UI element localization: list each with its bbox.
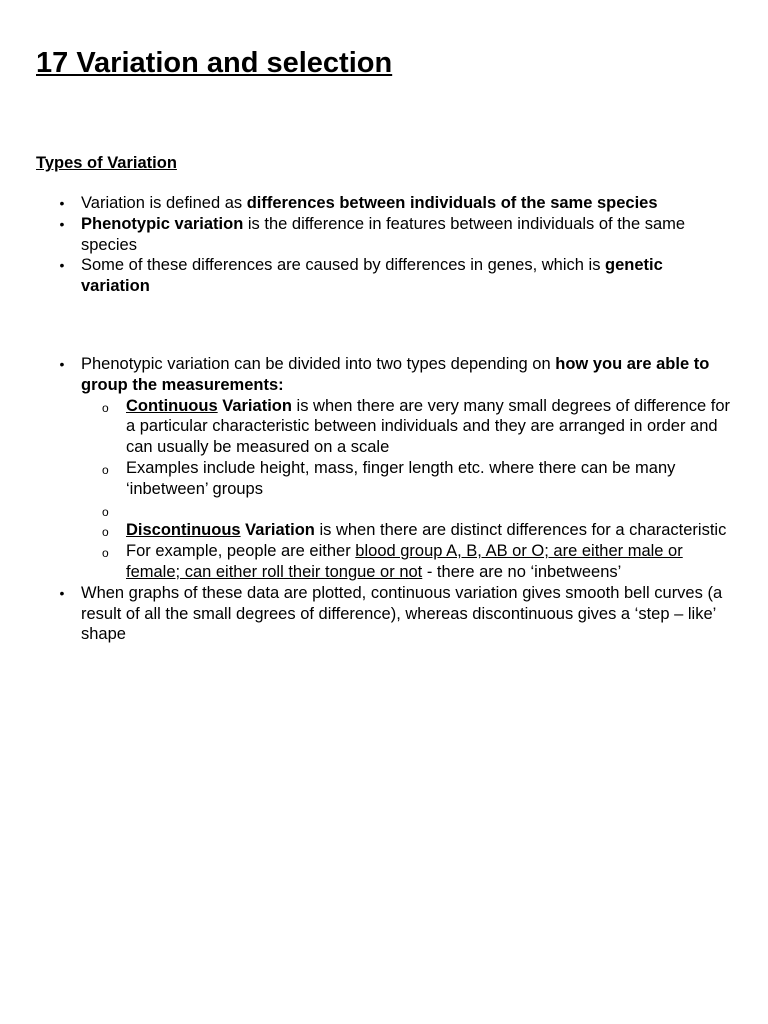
sub-bullet-icon: o [102,504,109,519]
list-item-bold: Variation [217,396,292,415]
empty-sub-list-item [0,500,736,521]
list-item [0,583,736,645]
list-item-bold: Phenotypic variation [81,214,244,233]
list-item-bold: genetic variation [81,256,663,296]
list-item-bold: how you are able to group the measurements: [81,355,710,394]
list-item-text: Examples include height, mass, finger length etc. where there can be many ‘inbetween’ groups [126,458,676,498]
sub-list-item [0,541,736,583]
sub-list-item [0,396,736,458]
list-item-text: When graphs of these data are plotted, continuous variation gives smooth bell curves (a result of all the small degrees of difference), whereas discontinuous gives a ‘step – like’ shape [81,583,723,644]
list-item-bold: Variation [240,521,315,540]
sub-bullet-icon: o [102,525,109,540]
term-discontinuous: Discontinuous [126,521,241,540]
sub-list-item [0,458,736,500]
list-item-text: Phenotypic variation can be divided into two types depending on [81,355,556,373]
section-heading: Types of Variation [36,154,177,172]
sub-list-item [0,520,736,541]
list-item-text: Some of these differences are caused by differences in genes, which is [81,256,606,275]
sub-bullet-icon: o [102,400,109,415]
bullet-list-1 [0,193,768,297]
bullet-icon: • [59,195,65,211]
list-item [0,193,736,214]
bullet-icon: • [59,584,65,601]
examples-underlined: blood group A, B, AB or O; are either male or female; can either roll their tongue or not [126,542,683,581]
list-item-text: is the difference in features between individuals of the same species [81,214,686,254]
term-continuous: Continuous [126,396,218,415]
list-item [0,255,736,297]
list-item [0,354,736,396]
list-item-text-after: - there are no ‘inbetweens’ [422,562,622,581]
bullet-icon: • [59,356,65,372]
page-title: 17 Variation and selection [36,47,393,79]
list-item-text: For example, people are either [126,542,356,561]
list-item-text: Variation is defined as [81,194,247,212]
bullet-list-2 [0,354,768,645]
sub-bullet-icon: o [102,462,109,477]
list-item [0,214,736,256]
bullet-icon: • [59,257,65,274]
sub-bullet-icon: o [102,546,109,561]
list-item-text: is when there are very many small degrees of difference for a particular characteristic between individuals and they are arranged in order and can usually be measured on a scale [126,396,731,457]
list-item-text: is when there are distinct differences for a characteristic [314,521,727,540]
bullet-icon: • [59,215,65,232]
list-item-bold: differences between individuals of the same species [246,194,658,212]
